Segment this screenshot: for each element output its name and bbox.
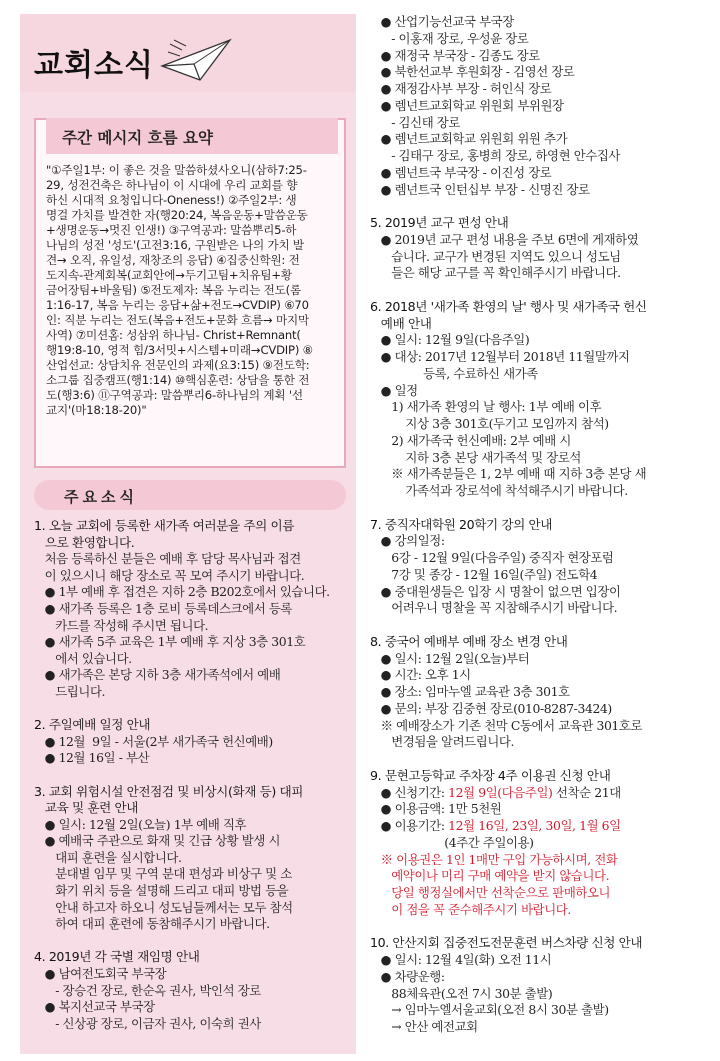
news-item-line: ● 남여전도회국 부국장 bbox=[34, 966, 167, 982]
news-item-line bbox=[370, 282, 710, 299]
news-item-line: - 김신태 장로 bbox=[370, 114, 460, 130]
news-item-line: ● 새가족 등록은 1층 로비 등록데스크에서 등록 bbox=[34, 600, 292, 616]
news-item-line: 등록, 수료하신 새가족 bbox=[370, 365, 538, 381]
news-item-line: 이 있으시니 해당 장소로 꼭 모여 주시기 바랍니다. bbox=[34, 567, 305, 583]
news-item-line: 분대별 임무 및 구역 분대 편성과 비상구 및 소 bbox=[34, 866, 292, 882]
news-item-line bbox=[370, 198, 710, 215]
news-item-heading: 6. 2018년 '새가족 환영의 날' 행사 및 새가족국 헌신 bbox=[370, 298, 647, 314]
message-line: 나님의 성전 '성도'(고전3:16, 구원받은 나의 가치 발 bbox=[46, 238, 304, 252]
news-item-line: (4주간 주일이용) bbox=[370, 834, 534, 850]
news-item-line: 1) 새가족 환영의 날 행사: 1부 예배 이후 bbox=[370, 399, 602, 415]
news-item-line: 대피 훈련을 실시합니다. bbox=[34, 849, 182, 865]
news-item-line: ● 재정국 부국장 - 김종도 장로 bbox=[370, 47, 540, 63]
news-item-heading: 으로 환영합니다. bbox=[34, 534, 135, 550]
message-line: 1:16-17, 복음 누리는 응답+삶+전도→CVDIP) ⑥70 bbox=[46, 298, 309, 312]
news-list-left bbox=[34, 518, 352, 1032]
news-item-line: - 김태구 장로, 홍병희 장로, 하영현 안수집사 bbox=[370, 148, 621, 163]
news-item-line: ● 일시: 12월 9일(다음주일) bbox=[370, 332, 530, 348]
message-line: 도(행3:6) ⑪구역공과: 말씀뿌리6-하나님의 계획 '선 bbox=[46, 388, 303, 402]
news-item-line: ● 복지선교국 부국장 bbox=[34, 999, 155, 1015]
news-item-line: 화기 위치 등을 설명해 드리고 대피 방법 등을 bbox=[34, 883, 289, 899]
weekly-message-header bbox=[46, 118, 338, 154]
news-item-line: 하여 대피 훈련에 동참해주시기 바랍니다. bbox=[34, 916, 270, 932]
news-section-title: 주요소식 bbox=[64, 488, 138, 506]
news-item-line: ● 렘넌트교회학교 위원회 위원 추가 bbox=[370, 131, 568, 147]
news-item-line: ● 렘넌트국 인턴십부 부장 - 신명진 장로 bbox=[370, 181, 590, 197]
news-item-line: ● 1부 예배 후 접견은 지하 2층 B202호에서 있습니다. bbox=[34, 584, 330, 600]
news-item-line: 6강 - 12월 9일(다음주일) 중직자 현장포럼 bbox=[370, 550, 614, 565]
news-item-line: 에서 있습니다. bbox=[34, 650, 132, 666]
news-item-line: ● 일정 bbox=[370, 382, 418, 398]
news-item-line: 처음 등록하신 분들은 예배 후 담당 목사님과 접견 bbox=[34, 551, 301, 567]
news-item-line: 가족석과 장로석에 착석해주시기 바랍니다. bbox=[370, 483, 628, 498]
news-item-line: ● 시간: 오후 1시 bbox=[370, 667, 471, 683]
news-item-line: ● 산업기능선교국 부국장 bbox=[370, 14, 514, 29]
news-item-line: 88체육관(오전 7시 30분 출발) bbox=[370, 985, 553, 1001]
news-item-line: ● 일시: 12월 2일(오늘)부터 bbox=[370, 650, 530, 666]
message-line: 도지속-관계회복(교회안에→두기고팀+치유팀+황 bbox=[46, 268, 292, 282]
message-line: 소그룹 집중캠프(행1:14) ⑩핵심훈련: 상담을 통한 전 bbox=[46, 373, 310, 387]
news-item-line: → 임마누엘서울교회(오전 8시 30분 출발) bbox=[370, 1002, 609, 1018]
news-item-line: ● 렘넌트국 부국장 - 이진성 장로 bbox=[370, 164, 552, 180]
news-item-line: ※ 이용권은 1인 1매만 구입 가능하시며, 전화 bbox=[370, 851, 618, 867]
message-line: 금어장팀+바울팀) ⑤전도제자: 복음 누리는 전도(롬 bbox=[46, 283, 301, 297]
news-section-header bbox=[34, 480, 346, 510]
news-item-line: 7강 및 종강 - 12월 16일(주일) 전도학4 bbox=[370, 566, 598, 582]
weekly-message-card bbox=[34, 118, 346, 468]
news-item-heading: 예배 안내 bbox=[370, 315, 432, 331]
news-item-line: ● 예배국 주관으로 화재 및 긴급 상황 발생 시 bbox=[34, 833, 281, 849]
news-item-heading: 3. 교회 위험시설 안전점검 및 비상시(화재 등) 대피 bbox=[34, 783, 304, 799]
news-item-line: ● 일시: 12월 4일(화) 오전 11시 bbox=[370, 952, 552, 967]
message-line: "①주일1부: 이 좋은 것을 말씀하셨사오니(삼하7:25- bbox=[46, 163, 307, 177]
message-line: 인: 직분 누리는 전도(복음+전도+문화 흐름→ 마지막 bbox=[46, 313, 309, 327]
news-item-line: 당일 행정실에서만 선착순으로 판매하오니 bbox=[370, 885, 611, 900]
news-item-heading: 5. 2019년 교구 편성 안내 bbox=[370, 215, 509, 230]
news-item-line: ● 중대원생들은 입장 시 명찰이 없으면 입장이 bbox=[370, 583, 621, 599]
message-line: 사역) ⑦미션홈: 성삼위 하나님- Christ+Remnant( bbox=[46, 328, 301, 342]
news-item-line: ● 문의: 부장 김중현 장로(010-8287-3424) bbox=[370, 700, 612, 716]
weekly-message-title: 주간 메시지 흐름 요약 bbox=[62, 129, 213, 147]
news-item-line: ● 렘넌트교회학교 위원회 부위원장 bbox=[370, 97, 564, 113]
news-item-heading: 2. 주일예배 일정 안내 bbox=[34, 717, 151, 733]
message-line: 산업선교: 상담치유 전문인의 과제(요3:15) ⑨전도학: bbox=[46, 358, 310, 372]
news-item-line: ● 새가족은 본당 지하 3층 새가족석에서 예배 bbox=[34, 667, 281, 683]
news-item-line bbox=[34, 701, 352, 718]
news-item-line: ● 새가족 5주 교육은 1부 예배 후 지상 3층 301호 bbox=[34, 634, 306, 650]
news-item-heading: 4. 2019년 각 국별 재임명 안내 bbox=[34, 949, 200, 965]
news-item-heading: 8. 중국어 예배부 예배 장소 변경 안내 bbox=[370, 633, 568, 649]
news-item-line: → 안산 예전교회 bbox=[370, 1019, 478, 1034]
news-item-line: 습니다. 교구가 변경된 지역도 있으니 성도님 bbox=[370, 248, 621, 264]
message-line: +생명운동→멋진 인생!) ③구역공과: 말씀뿌리5-하 bbox=[46, 223, 297, 237]
message-line: 행19:8-10, 영적 힘/3서밋+시스템+미래→CVDIP) ⑧ bbox=[46, 343, 313, 357]
news-item-line bbox=[370, 500, 710, 517]
news-item-line: ● 일시: 12월 2일(오늘) 1부 예배 직후 bbox=[34, 816, 247, 832]
news-item-line: 지하 3층 본당 새가족석 및 장로석 bbox=[370, 449, 581, 465]
news-item-heading: 7. 중직자대학원 20학기 강의 안내 bbox=[370, 516, 553, 532]
news-item-line: ● 12월 9일 - 서울(2부 새가족국 헌신예배) bbox=[34, 733, 273, 749]
weekly-message-body bbox=[46, 162, 340, 417]
news-item-line: 예약이나 미리 구매 예약을 받지 않습니다. bbox=[370, 868, 610, 884]
news-item-line: - 신상광 장로, 이금자 권사, 이숙희 권사 bbox=[34, 1015, 261, 1031]
news-item-line: ● 차량운행: bbox=[370, 968, 445, 984]
news-item-line: 이 점을 꼭 준수해주시기 바랍니다. bbox=[370, 901, 571, 917]
news-item-line: ● 신청기간: 12월 9일(다음주일) 선착순 21대 bbox=[370, 784, 621, 800]
news-item-line: 어려우니 명찰을 꼭 지참해주시기 바랍니다. bbox=[370, 600, 618, 616]
news-item-heading: 10. 안산지회 집중전도전문훈련 버스차량 신청 안내 bbox=[370, 935, 643, 951]
news-item-line: ※ 새가족분들은 1, 2부 예배 때 지하 3층 본당 새 bbox=[370, 466, 647, 482]
page-title: 교회소식 bbox=[34, 48, 154, 83]
news-item-heading: 9. 문현고등학교 주차장 4주 이용권 신청 안내 bbox=[370, 767, 611, 783]
news-item-heading: 1. 오늘 교회에 등록한 새가족 여러분을 주의 이름 bbox=[34, 518, 294, 533]
news-item-line: 들은 해당 교구를 꼭 확인해주시기 바랍니다. bbox=[370, 265, 621, 281]
news-item-line: ● 북한선교부 후원회장 - 김영선 장로 bbox=[370, 64, 575, 80]
news-item-line: ● 이용금액: 1만 5천원 bbox=[370, 801, 502, 817]
news-item-line: 카드를 작성해 주시면 됩니다. bbox=[34, 617, 209, 633]
news-item-line: 드립니다. bbox=[34, 683, 106, 699]
message-line: 견→ 오직, 유일성, 재창조의 응답) ④집중신학원: 전 bbox=[46, 253, 300, 267]
news-item-line bbox=[34, 933, 352, 950]
news-item-line bbox=[370, 919, 710, 936]
news-item-line: 안내 하고자 하오니 성도님들께서는 모두 참석 bbox=[34, 899, 293, 915]
news-item-line: 변경됨을 알려드립니다. bbox=[370, 734, 515, 750]
news-item-line: ● 12월 16일 - 부산 bbox=[34, 750, 150, 766]
news-item-line: ● 강의일정: bbox=[370, 533, 445, 549]
news-item-line: ● 대상: 2017년 12월부터 2018년 11월말까지 bbox=[370, 349, 630, 364]
news-item-line: ● 이용기간: 12월 16일, 23일, 30일, 1월 6일 bbox=[370, 818, 621, 833]
news-item-line: ※ 예배장소가 기존 천막 C동에서 교육관 301호로 bbox=[370, 717, 643, 733]
news-item-line bbox=[370, 617, 710, 634]
message-line: 명걸 가치를 발견한 자(행20:24, 복음운동+말씀운동 bbox=[46, 208, 308, 222]
news-item-line: 2) 새가족국 헌신예배: 2부 예배 시 bbox=[370, 432, 571, 448]
news-item-line bbox=[370, 751, 710, 768]
news-item-line: ● 장소: 임마누엘 교육관 3층 301호 bbox=[370, 684, 570, 699]
news-item-heading: 교육 및 훈련 안내 bbox=[34, 800, 138, 816]
news-item-line: - 이홍재 장로, 우성윤 장로 bbox=[370, 30, 529, 46]
message-line: 하신 시대적 요청입니다-Oneness!) ②주일2부: 생 bbox=[46, 193, 297, 207]
news-item-line bbox=[34, 767, 352, 784]
message-line: 29, 성전건축은 하나님이 이 시대에 우리 교회를 향 bbox=[46, 178, 298, 192]
news-item-line: 지상 3층 301호(두기고 모임까지 참석) bbox=[370, 416, 609, 431]
news-item-line: - 장승건 장로, 한순옥 권사, 박인석 장로 bbox=[34, 982, 261, 998]
news-item-line: ● 2019년 교구 편성 내용을 주보 6면에 게재하였 bbox=[370, 231, 639, 247]
message-line: 교지'(마18:18-20)" bbox=[46, 403, 147, 417]
paper-airplane-icon bbox=[160, 36, 232, 84]
news-list-right bbox=[370, 14, 710, 1036]
news-item-line: ● 재정감사부 부장 - 허인식 장로 bbox=[370, 81, 552, 96]
